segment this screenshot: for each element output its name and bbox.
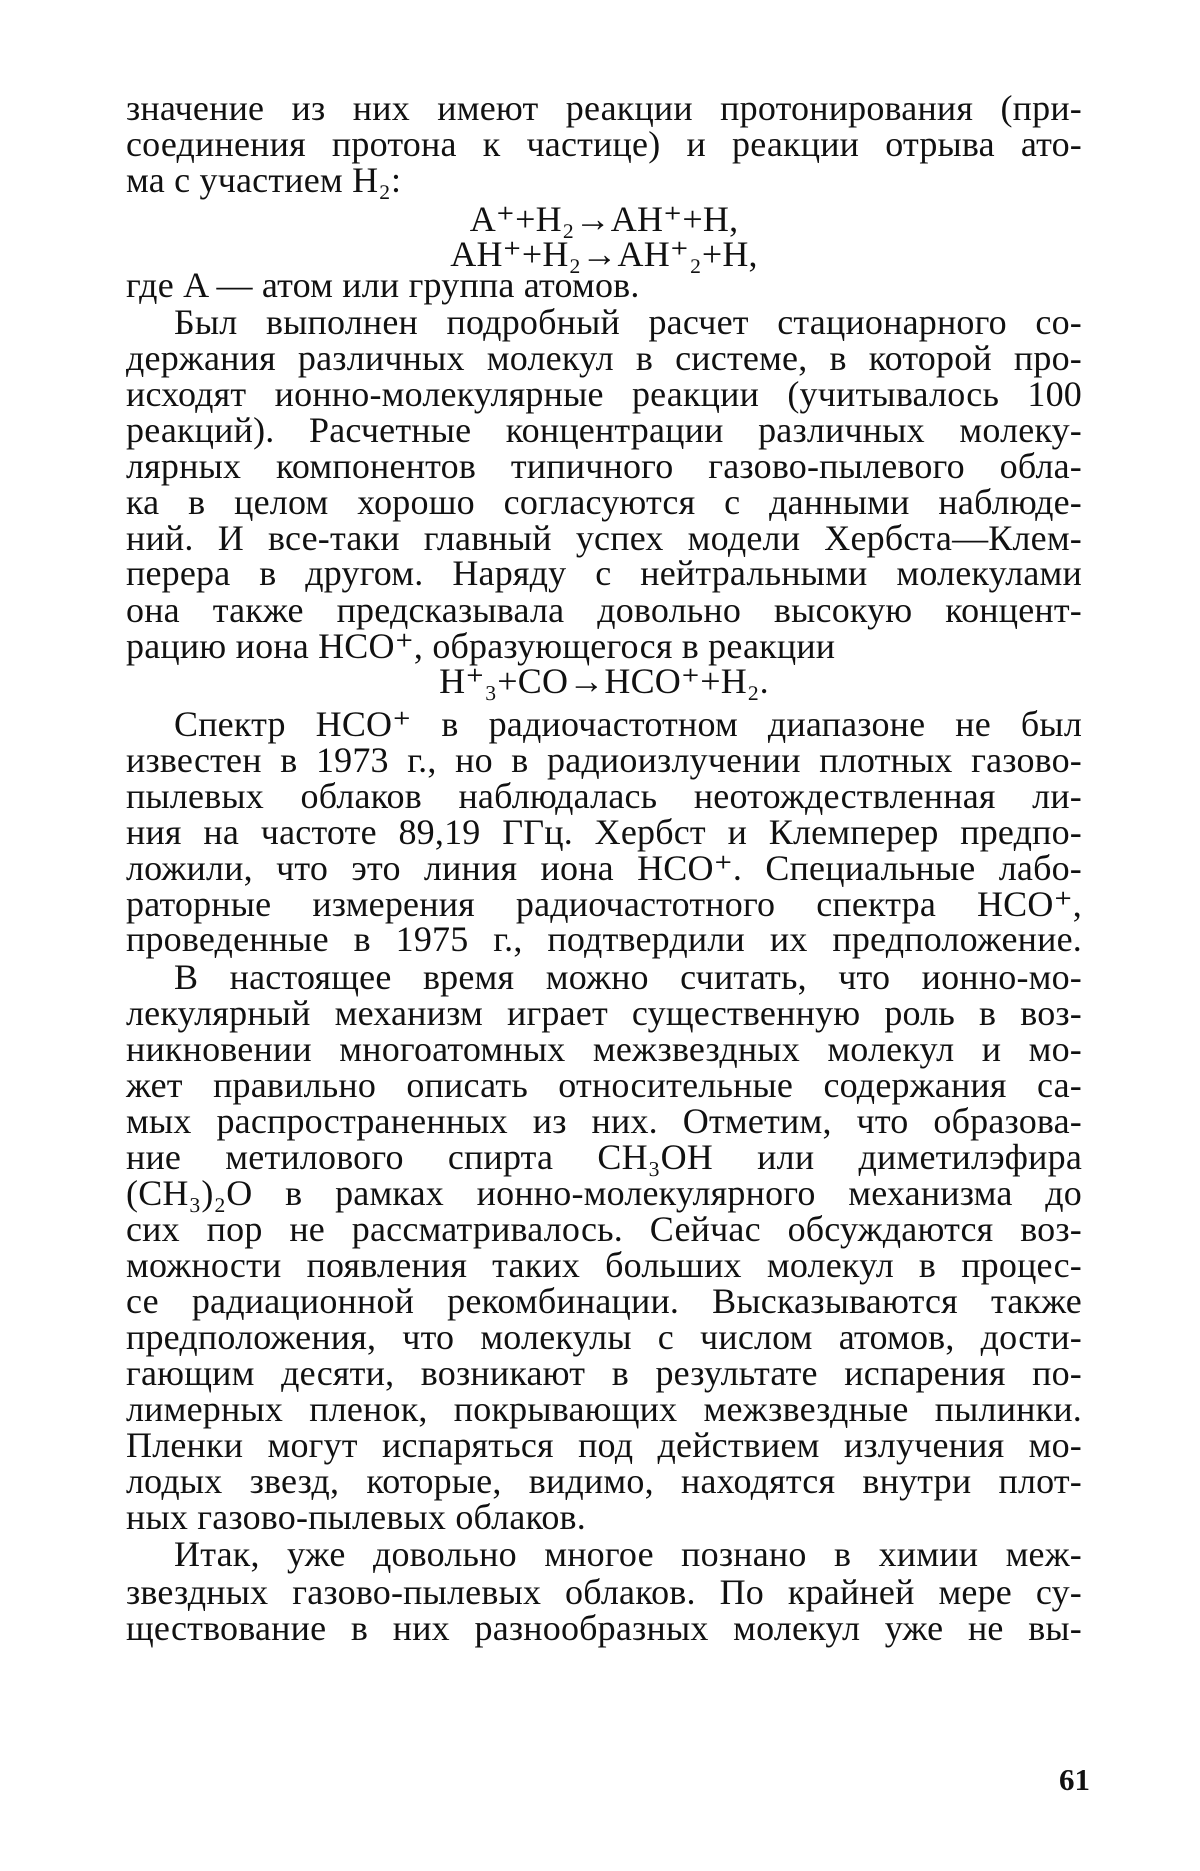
text-line: предположения, что молекулы с числом атомов, дости- — [126, 1317, 1082, 1357]
text-line: ний. И все-таки главный успех модели Хербста—Клем- — [126, 518, 1082, 558]
text-line: В настоящее время можно считать, что ионно-мо- — [174, 957, 1082, 997]
text-line: известен в 1973 г., но в радиоизлучении плотных газово- — [126, 740, 1082, 780]
text-line: се радиационной рекомбинации. Высказываются также — [126, 1281, 1082, 1321]
text-line: ложили, что это линия иона HCO⁺. Специальные лабо- — [126, 848, 1082, 888]
text-line: мых распространенных из них. Отметим, что образова- — [126, 1101, 1082, 1141]
text-line: ние метилового спирта CH₃OH или диметилэфира — [126, 1137, 1082, 1177]
text-line: перера в другом. Наряду с нейтральными молекулами — [126, 553, 1082, 593]
text-line: Спектр HCO⁺ в радиочастотном диапазоне не был — [174, 704, 1082, 744]
text-line: где A — атом или группа атомов. — [126, 265, 640, 305]
text-line: ма с участием H₂: — [126, 160, 402, 200]
text-line: Пленки могут испаряться под действием излучения мо- — [126, 1425, 1082, 1465]
text-line: лекулярный механизм играет существенную роль в воз- — [126, 993, 1082, 1033]
text-line: A⁺+H₂→AH⁺+H, — [469, 199, 739, 239]
text-line: держания различных молекул в системе, в которой про- — [126, 338, 1082, 378]
text-line: можности появления таких больших молекул в процес- — [126, 1245, 1082, 1285]
text-line: рацию иона HCO⁺, образующегося в реакции — [126, 626, 836, 666]
page-number: 61 — [1059, 1762, 1090, 1797]
text-line: Был выполнен подробный расчет стационарного со- — [174, 302, 1082, 342]
text-line: ществование в них разнообразных молекул уже не вы- — [126, 1608, 1082, 1648]
text-line: лимерных пленок, покрывающих межзвездные пылинки. — [126, 1389, 1082, 1429]
text-line: пылевых облаков наблюдалась неотождествленная ли- — [126, 776, 1082, 816]
text-line: значение из них имеют реакции протонирования (при- — [126, 88, 1082, 128]
text-line: лярных компонентов типичного газово-пылевого обла- — [126, 446, 1082, 486]
text-line: реакций). Расчетные концентрации различных молеку- — [126, 410, 1082, 450]
text-line: лодых звезд, которые, видимо, находятся внутри плот- — [126, 1461, 1082, 1501]
text-line: ка в целом хорошо согласуются с данными наблюде- — [126, 482, 1082, 522]
text-line: H⁺₃+CO→HCO⁺+H₂. — [439, 661, 769, 701]
text-line: AH⁺+H₂→AH⁺₂+H, — [450, 234, 758, 274]
text-line: никновении многоатомных межзвездных молекул и мо- — [126, 1029, 1082, 1069]
text-line: ных газово-пылевых облаков. — [126, 1497, 586, 1537]
text-line: исходят ионно-молекулярные реакции (учитывалось 100 — [126, 374, 1082, 414]
text-line: сих пор не рассматривалось. Сейчас обсуждаются воз- — [126, 1209, 1082, 1249]
text-line: жет правильно описать относительные содержания са- — [126, 1065, 1082, 1105]
text-line: звездных газово-пылевых облаков. По крайней мере су- — [126, 1572, 1082, 1612]
text-line: раторные измерения радиочастотного спектра HCO⁺, — [126, 884, 1082, 924]
text-line: (CH₃)₂O в рамках ионно-молекулярного механизма до — [126, 1173, 1082, 1213]
text-line: проведенные в 1975 г., подтвердили их предположение. — [126, 919, 1082, 959]
text-line: она также предсказывала довольно высокую концент- — [126, 590, 1082, 630]
text-line: соединения протона к частице) и реакции отрыва ато- — [126, 124, 1082, 164]
text-line: гающим десяти, возникают в результате испарения по- — [126, 1353, 1082, 1393]
text-line: Итак, уже довольно многое познано в химии меж- — [174, 1534, 1082, 1574]
text-line: ния на частоте 89,19 ГГц. Хербст и Клемперер предпо- — [126, 812, 1082, 852]
